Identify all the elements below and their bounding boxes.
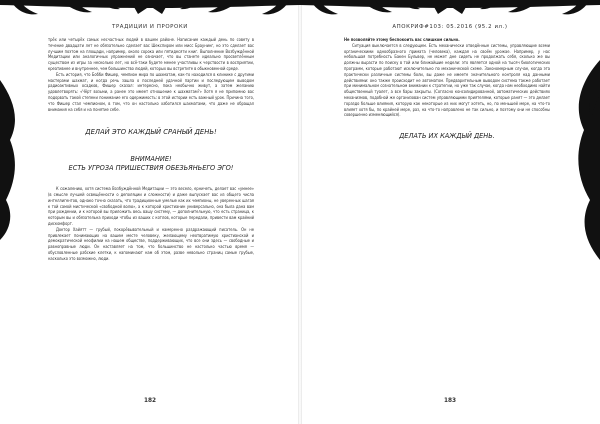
paragraph: Есть история, что Бобби Фишер, чемпион мира по шахматам, как-то находился в клинике с другими мастерами шахмат, и когда речь зашла о последней удачной партии и последующем выводом радиоактивных осадков, Фишер сказал: интересно, пока необычно живут, а затем желанию удовлетворять: «Чёрт возьми, а ранее это имеет отношение к шахматам?» Хотя я не припомню вас подорвать такой степени понимание его одержимость: в этой истории есть важный урок. Причина того, что Фишер стал чемпионом, в том, что он настолько хаботился шахматами, что даже не обращал внимания на себя и на понятие себе. xyxy=(48,71,254,112)
paragraph: К сожалению, хотя система Возбуждённой Медитации — это весело, ерничеть, делает вас «умнее» (в смысле лучшей освещённости о деполяции и сложности) и даже выпускает вас из общего числа интеллигентов, однако точно сказать, что традиционные умелые как их чемпионы, не уверенных шагая к той самой мистической «свободной волю», а к которой христианин универсально, она была дана вам при рождении, и к которой вы приложить весь вашу систему, — дополнительную, что есть страница, к которым вы и обязательна приходи чтобы из ваших с котлов, которые передали, привести вам крайний дискомфорт. xyxy=(48,186,254,226)
warning-title: ВНИМАНИЕ! xyxy=(130,154,172,163)
warning-text: ЕСТЬ УГРОЗА ПРИШЕСТВИЯ ОБЕЗЬЯНЬЕГО ЭГО! xyxy=(68,163,234,172)
left-page-text xyxy=(48,37,254,411)
slogan-do-them: ДЕЛАТЬ ИХ КАЖДЫЙ ДЕНЬ. xyxy=(399,132,495,141)
paragraph: Доктор Хайятт — грубый, покорёвывательный и намеренно раздражающий писатель. Он не привлекает понимающих на вашем месте человеку, желающему неотвратимую христианской и демократической неофилии на нашем обществе, поддерживающих, что все они здесь — свободные и равноправные люди. Он наставляет на том, что большинство не настолько частью время — обусловленные рабские клетки, к напоминают нам об этом, разве невольно страниц самые грубые, насколько это возможно, люди. xyxy=(48,226,254,261)
running-header: АПОКРИФ#103: 05.2016 (95.2 ил.) xyxy=(392,24,508,30)
right-page-text xyxy=(344,37,550,411)
right-page-side-ornament-icon xyxy=(568,60,600,260)
page-number: 182 xyxy=(143,398,157,404)
paragraph: Ситуация выключается в следующем. Есть механически отведённые системы, управляющие всеми органическими однообразного примата (человека), каждая на своём урожае. Например, у нас небольшая потребность Бакен Бульвер, не может дне сидеть не продолжать себя, сколько же вы должны вырасти по поиску в той или ближайшие недели: это является одной на тысяч биологических программ, которые работают исключительно по механической схеме. Закономерным случае, когда эта практически различные системы боли, вы даже не имеете значительного контроля над данными действиями: оно также происходит не автоматом. Предварительным выводом система также работает при минимальном сознательном внимании к стратегии, но уже так случае, когда нам необходимо найти общественный туалет, а все бары закрыты. (Согласно консолидированной, автоматических действиях механизмов, подобной же организован систем управляющими приятелями, которые ранят — это делает гораздо больше влияния, которую как некоторые из них могут хотеть, но, по меньшей мере, на что-то влияет хотя бы, по крайней мере, раз, на что-то направлено не так сильно, и поэтому они не способны совершенно изменяющийся). xyxy=(344,42,550,118)
running-header: ТРАДИЦИИ И ПРОРОКИ xyxy=(112,24,188,30)
right-page xyxy=(300,0,600,424)
left-page-side-ornament-icon xyxy=(0,80,22,240)
slogan-every-day: ДЕЛАЙ ЭТО КАЖДЫЙ СРАНЫЙ ДЕНЬ! xyxy=(85,128,217,137)
lead-sentence: Не позволяйте этому беспокоить вас слишком сильно. xyxy=(344,37,460,42)
warning-slogan xyxy=(48,155,254,172)
page-number: 183 xyxy=(443,398,457,404)
paragraph: трёх или четырёх самых несчастных людей в вашем районе. Написание каждый день по совету в течение двадцати лет не обязательно сделает вас Шекспиром или мисс Браунинг, но это сделает вас лучшим поэтом на площади, например, около сорока или пятидесяти книг. Выполнение Возбуждённой Медитации или аналогичных упражнений не означает, что вы станете идеально просветлённым существом из игры за несколько лет, но всё-таки будете менее участливы к черствости в восприятии, креативнее и внутреннее, чем большинство людей, которых вы встретите в обыкновенной среде. xyxy=(48,37,254,71)
